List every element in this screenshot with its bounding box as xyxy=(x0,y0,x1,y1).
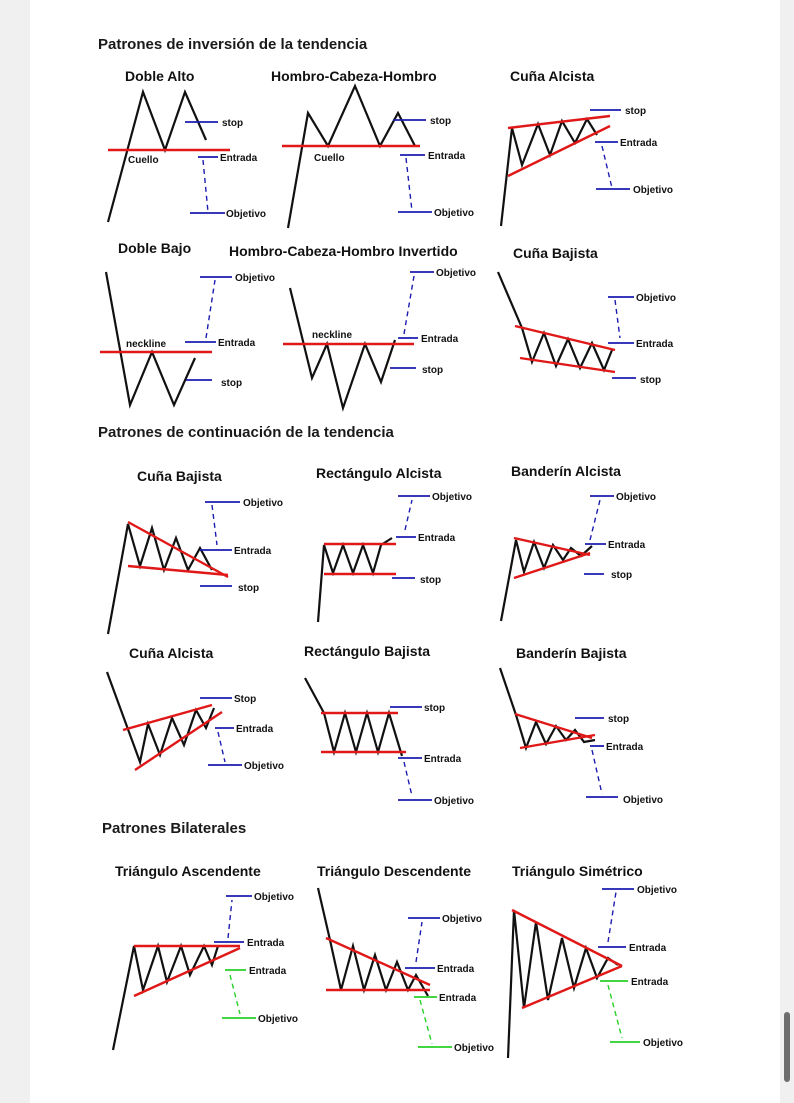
pattern-symmetric-triangle xyxy=(508,863,683,1058)
pattern-title: Rectángulo Bajista xyxy=(304,643,431,659)
pattern-title: Doble Alto xyxy=(125,68,195,84)
target-label: Objetivo xyxy=(637,885,678,896)
entry-label-alt: Entrada xyxy=(249,966,287,977)
section-title-continuation: Patrones de continuación de la tendencia xyxy=(98,424,394,441)
neckline-label: Cuello xyxy=(128,155,159,166)
target-label: Objetivo xyxy=(623,795,664,806)
pattern-descending-triangle xyxy=(317,863,494,1054)
target-label: Objetivo xyxy=(442,914,483,925)
pattern-bull-pennant xyxy=(501,463,656,621)
entry-label: Entrada xyxy=(608,540,646,551)
stop-label: stop xyxy=(625,106,647,117)
stop-label: stop xyxy=(422,365,444,376)
stop-label: stop xyxy=(640,375,662,386)
entry-label: Entrada xyxy=(236,724,274,735)
stop-label: Stop xyxy=(234,694,257,705)
target-label: Objetivo xyxy=(434,796,475,807)
entry-label: Entrada xyxy=(220,153,258,164)
pattern-bull-rectangle xyxy=(316,465,472,622)
pattern-title: Doble Bajo xyxy=(118,240,192,256)
pattern-title: Hombro-Cabeza-Hombro xyxy=(271,68,437,84)
target-label: Objetivo xyxy=(226,209,267,220)
pattern-falling-wedge xyxy=(498,245,676,386)
entry-label: Entrada xyxy=(424,754,462,765)
entry-label: Entrada xyxy=(437,964,475,975)
pattern-title: Hombro-Cabeza-Hombro Invertido xyxy=(229,243,458,259)
pattern-ascending-triangle xyxy=(113,863,298,1050)
pattern-title: Banderín Alcista xyxy=(511,463,621,479)
target-label: Objetivo xyxy=(616,492,657,503)
document-page xyxy=(30,0,780,1103)
entry-label: Entrada xyxy=(620,138,658,149)
pattern-title: Triángulo Simétrico xyxy=(512,863,643,879)
target-label: Objetivo xyxy=(432,492,473,503)
stop-label: stop xyxy=(424,703,446,714)
target-label: Objetivo xyxy=(244,761,285,772)
entry-label: Entrada xyxy=(606,742,644,753)
entry-label: Entrada xyxy=(428,151,466,162)
neckline-label: neckline xyxy=(126,339,167,350)
section-title-bilateral: Patrones Bilaterales xyxy=(102,820,247,837)
pattern-title: Cuña Alcista xyxy=(129,645,214,661)
pattern-title: Cuña Bajista xyxy=(137,468,222,484)
pattern-rising-wedge xyxy=(501,68,673,226)
entry-label: Entrada xyxy=(636,339,674,350)
entry-label: Entrada xyxy=(218,338,256,349)
pattern-bear-pennant xyxy=(500,645,663,806)
section-title-reversal: Patrones de inversión de la tendencia xyxy=(98,36,368,53)
stop-label: stop xyxy=(222,118,244,129)
pattern-title: Cuña Bajista xyxy=(513,245,598,261)
stop-label: stop xyxy=(611,570,633,581)
target-label: Objetivo xyxy=(254,892,295,903)
target-label: Objetivo xyxy=(235,273,276,284)
target-label: Objetivo xyxy=(243,498,284,509)
pattern-head-shoulders xyxy=(271,68,474,228)
pattern-title: Cuña Alcista xyxy=(510,68,595,84)
pattern-title: Rectángulo Alcista xyxy=(316,465,442,481)
neckline-label: Cuello xyxy=(314,153,345,164)
pattern-cont-falling-wedge xyxy=(108,468,283,634)
stop-label: stop xyxy=(238,583,260,594)
target-label: Objetivo xyxy=(434,208,475,219)
stop-label: stop xyxy=(608,714,630,725)
target-label-alt: Objetivo xyxy=(454,1043,495,1054)
neckline-label: neckline xyxy=(312,330,353,341)
entry-label: Entrada xyxy=(234,546,272,557)
scrollbar-thumb[interactable] xyxy=(784,1012,790,1082)
entry-label: Entrada xyxy=(418,533,456,544)
stop-label: stop xyxy=(430,116,452,127)
entry-label: Entrada xyxy=(421,334,459,345)
entry-label: Entrada xyxy=(247,938,285,949)
target-label: Objetivo xyxy=(436,268,477,279)
pattern-double-bottom xyxy=(100,240,275,405)
stop-label: stop xyxy=(420,575,442,586)
pattern-double-top xyxy=(108,68,266,222)
target-label: Objetivo xyxy=(636,293,677,304)
chart-patterns-diagram xyxy=(30,0,780,1103)
entry-label-alt: Entrada xyxy=(631,977,669,988)
pattern-bear-rectangle xyxy=(304,643,474,807)
pattern-inverse-head-shoulders xyxy=(229,243,476,408)
entry-label-alt: Entrada xyxy=(439,993,477,1004)
target-label-alt: Objetivo xyxy=(643,1038,684,1049)
pattern-title: Banderín Bajista xyxy=(516,645,627,661)
target-label-alt: Objetivo xyxy=(258,1014,299,1025)
entry-label: Entrada xyxy=(629,943,667,954)
pattern-title: Triángulo Ascendente xyxy=(115,863,261,879)
target-label: Objetivo xyxy=(633,185,674,196)
pattern-cont-rising-wedge xyxy=(107,645,284,772)
pattern-title: Triángulo Descendente xyxy=(317,863,472,879)
stop-label: stop xyxy=(221,378,243,389)
